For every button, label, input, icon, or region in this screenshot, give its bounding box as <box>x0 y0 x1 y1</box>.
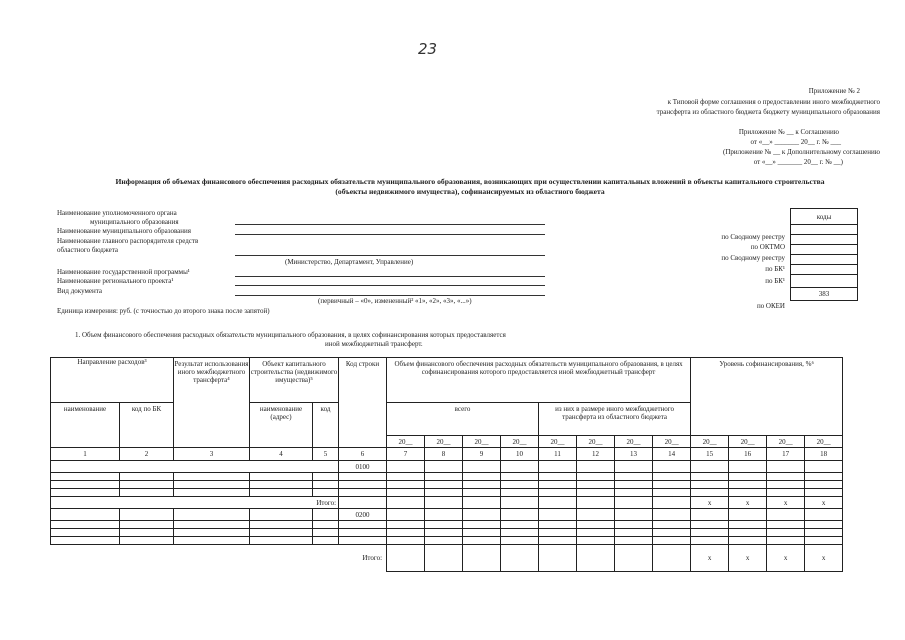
header-volume: Объем финансового обеспечения расходных обязательств муниципального образования, в целях софинансирования которого предоставляется иной межбюджетный трансферт <box>387 358 691 403</box>
year-11: 20__ <box>539 436 577 448</box>
x-cell: x <box>805 497 843 509</box>
fill-line-municipality[interactable] <box>235 234 545 235</box>
year-12: 20__ <box>577 436 615 448</box>
col-number-3: 3 <box>174 448 250 461</box>
field-regional-project: Наименование регионального проекта¹ <box>57 277 174 285</box>
header-object-name: наименование (адрес) <box>250 403 313 448</box>
header-name: наименование <box>51 403 120 448</box>
year-9: 20__ <box>463 436 501 448</box>
col-number-15: 15 <box>691 448 729 461</box>
table-row <box>51 537 843 545</box>
col-number-6: 6 <box>339 448 387 461</box>
code-cell-oktmo[interactable] <box>791 235 858 245</box>
header-bk: код по БК <box>120 403 174 448</box>
appendix-line-3: трансферта из областного бюджета бюджету муниципального образования <box>656 108 880 116</box>
agreement-ref-line-4: от «__» _______ 20__ г. № __) <box>753 158 843 166</box>
header-direction: Направление расходов³ <box>51 358 174 403</box>
field-ministry-hint: (Министерство, Департамент, Управление) <box>285 258 414 266</box>
year-8: 20__ <box>425 436 463 448</box>
col-number-4: 4 <box>250 448 313 461</box>
field-main-manager: Наименование главного распорядителя средств <box>57 237 199 245</box>
itogo-label-total: Итого: <box>362 554 383 562</box>
code-cell-bk-2[interactable] <box>791 265 858 275</box>
x-cell: x <box>691 545 729 572</box>
header-incl: из них в размере иного межбюджетного трансферта из областного бюджета <box>539 403 691 436</box>
col-number-14: 14 <box>653 448 691 461</box>
col-number-10: 10 <box>501 448 539 461</box>
agreement-ref-line-2: от «__» _______ 20__ г. № ___ <box>750 138 841 146</box>
year-10: 20__ <box>501 436 539 448</box>
col-number-5: 5 <box>313 448 339 461</box>
fill-line-regional-project[interactable] <box>235 285 545 286</box>
field-municipality: Наименование муниципального образования <box>57 227 191 235</box>
field-main-manager-2: областного бюджета <box>57 246 118 254</box>
x-cell: x <box>691 497 729 509</box>
col-number-2: 2 <box>120 448 174 461</box>
header-object: Объект капитального строительства (недвижимого имущества)⁵ <box>250 358 339 403</box>
field-doc-type: Вид документа <box>57 287 103 295</box>
code-label-okei: по ОКЕИ <box>756 302 785 310</box>
codes-table <box>790 208 858 301</box>
field-unit: Единица измерения: руб. (с точностью до второго знака после запятой) <box>57 307 270 315</box>
page-number: 23 <box>418 40 438 58</box>
agreement-ref-line-1: Приложение № __ к Соглашению <box>738 128 839 136</box>
year-16: 20__ <box>729 436 767 448</box>
header-level: Уровень софинансирования, %⁶ <box>691 358 843 436</box>
table-row <box>51 473 843 481</box>
financing-table <box>50 357 843 572</box>
title-line-2: (объекты недвижимого имущества), софинансируемых из областного бюджета <box>335 187 605 196</box>
title-line-1: Информация об объемах финансового обеспечения расходных обязательств муниципального образования, возникающих при осуществлении капитальных вложений в объекты капитального строительства <box>115 177 825 186</box>
field-authorized-body-2: муниципального образования <box>90 218 179 226</box>
col-number-8: 8 <box>425 448 463 461</box>
code-cell-registry-2[interactable] <box>791 245 858 255</box>
x-cell: x <box>729 497 767 509</box>
field-state-program: Наименование государственной программы¹ <box>57 268 190 276</box>
itogo-label-1: Итого: <box>51 497 339 509</box>
table-row <box>51 481 843 489</box>
row-code-0200: 0200 <box>339 509 387 521</box>
fill-line-authorized-body[interactable] <box>235 224 545 225</box>
col-number-13: 13 <box>615 448 653 461</box>
year-15: 20__ <box>691 436 729 448</box>
section-heading-line-1: 1. Объем финансового обеспечения расходных обязательств муниципального образования, в целях софинансирования которых предоставляется <box>75 331 506 339</box>
fill-line-main-manager[interactable] <box>235 255 545 256</box>
code-label-registry-2: по Сводному реестру <box>721 254 785 262</box>
table-row <box>51 509 843 521</box>
table-row <box>51 521 843 529</box>
appendix-line-2: к Типовой форме соглашения о предоставлении иного межбюджетного <box>667 98 880 106</box>
document-title <box>40 177 900 197</box>
table-row-total <box>51 545 843 572</box>
code-label-bk-2: по БК¹ <box>765 277 785 285</box>
table-row <box>51 529 843 537</box>
code-label-oktmo: по ОКТМО <box>750 243 785 251</box>
field-authorized-body: Наименование уполномоченного органа <box>57 209 177 217</box>
codes-header: коды <box>791 209 858 225</box>
year-18: 20__ <box>805 436 843 448</box>
code-cell-bk-1[interactable] <box>791 255 858 265</box>
col-number-7: 7 <box>387 448 425 461</box>
col-number-16: 16 <box>729 448 767 461</box>
row-code-0100: 0100 <box>339 461 387 473</box>
header-total: всего <box>387 403 539 436</box>
col-number-9: 9 <box>463 448 501 461</box>
col-number-12: 12 <box>577 448 615 461</box>
col-number-1: 1 <box>51 448 120 461</box>
code-cell-empty[interactable] <box>791 275 858 288</box>
header-code: Код строки <box>339 358 387 448</box>
code-label-bk-1: по БК¹ <box>765 265 785 273</box>
code-cell-okei: 383 <box>791 288 858 301</box>
table-row <box>51 461 843 473</box>
header-result: Результат использования иного межбюджетного трансферта⁴ <box>174 358 250 448</box>
agreement-ref-line-3: (Приложение № __ к Дополнительному соглашению <box>723 148 880 156</box>
col-number-17: 17 <box>767 448 805 461</box>
table-row-subtotal-1 <box>51 497 843 509</box>
header-object-code: код <box>313 403 339 448</box>
fill-line-doc-type[interactable] <box>235 295 545 296</box>
x-cell: x <box>767 545 805 572</box>
field-doc-hint: (первичный – «0», измененный² «1», «2», «3», «...») <box>318 297 472 305</box>
col-number-11: 11 <box>539 448 577 461</box>
col-number-18: 18 <box>805 448 843 461</box>
x-cell: x <box>767 497 805 509</box>
year-17: 20__ <box>767 436 805 448</box>
x-cell: x <box>805 545 843 572</box>
code-label-registry-1: по Сводному реестру <box>721 233 785 241</box>
year-14: 20__ <box>653 436 691 448</box>
year-7: 20__ <box>387 436 425 448</box>
x-cell: x <box>729 545 767 572</box>
fill-line-state-program[interactable] <box>235 276 545 277</box>
section-heading-line-2: иной межбюджетный трансферт. <box>325 340 423 348</box>
code-cell-registry-1[interactable] <box>791 225 858 235</box>
year-13: 20__ <box>615 436 653 448</box>
table-row <box>51 489 843 497</box>
appendix-line-1: Приложение № 2 <box>808 87 860 95</box>
